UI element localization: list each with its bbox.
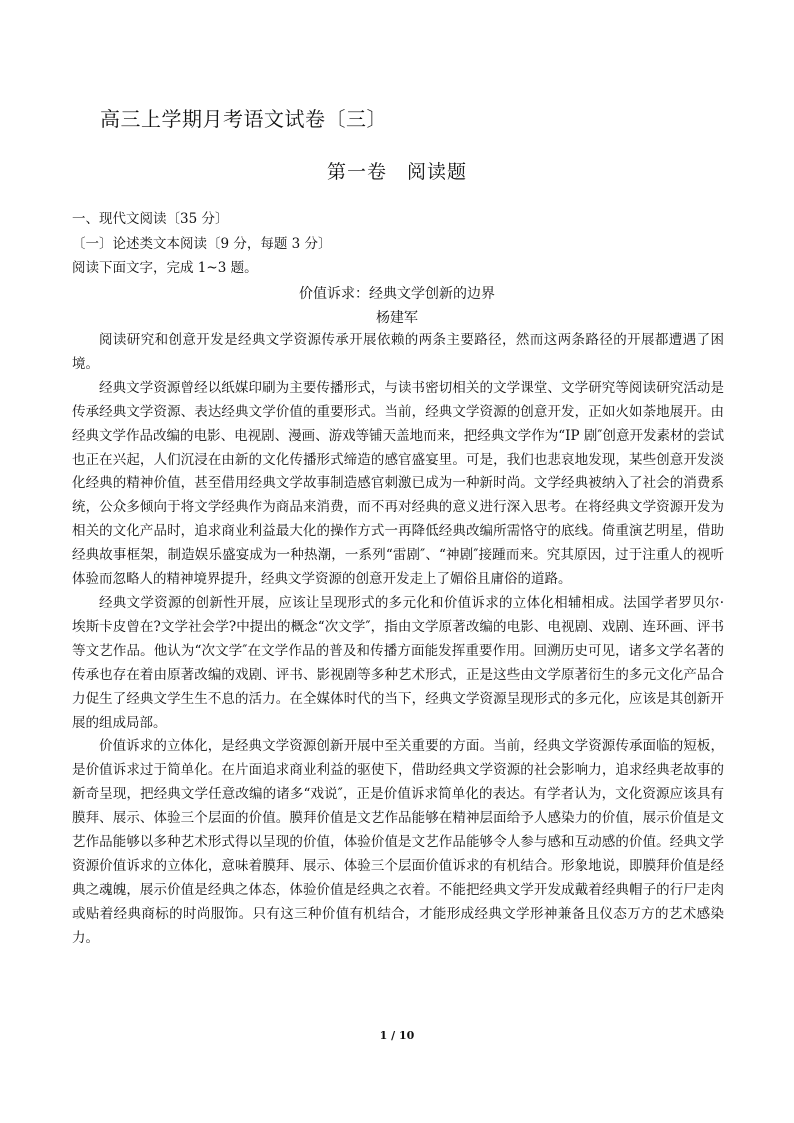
reading-instruction: 阅读下面文字，完成 1~3 题。 <box>72 260 258 276</box>
subsection-heading: 〔一〕论述类文本阅读〔9 分，每题 3 分〕 <box>72 236 332 252</box>
section-title: 第一卷 阅读题 <box>326 161 467 183</box>
article-paragraph: 价值诉求的立体化，是经典文学资源创新开展中至关重要的方面。当前，经典文学资源传承面临的短板，是价值诉求过于简单化。在片面追求商业利益的驱使下，借助经典文学资源的社会影响力，追求经典老故事的新奇呈现，把经典文学任意改编的诸多“戏说″，正是价值诉求简单化的表达。有学者认为，文化资源应该具有膜拜、展示、体验三个层面的价值。膜拜价值是文艺作品能够在精神层面给予人感染力的价值，展示价值是文艺作品能够以多种艺术形式得以呈现的价值，体验价值是文艺作品能够令人参与感和互动感的价值。经典文学资源价值诉求的立体化，意味着膜拜、展示、体验三个层面价值诉求的有机结合。形象地说，即膜拜价值是经典之魂魄，展示价值是经典之体态，体验价值是经典之衣着。不能把经典文学开发成戴着经典帽子的行尸走肉或贴着经典商标的时尚服饰。只有这三种价值有机结合，才能形成经典文学形神兼备且仪态万方的艺术感染力。 <box>72 738 724 946</box>
article-paragraph: 阅读研究和创意开发是经典文学资源传承开展依赖的两条主要路径，然而这两条路径的开展都遭遇了困境。 <box>72 332 724 372</box>
article-body <box>72 329 724 951</box>
article-paragraph: 经典文学资源曾经以纸媒印刷为主要传播形式，与读书密切相关的文学课堂、文学研究等阅读研究活动是传承经典文学资源、表达经典文学价值的重要形式。当前，经典文学资源的创意开发，正如火如荼地展开。由经典文学作品改编的电影、电视剧、漫画、游戏等铺天盖地而来，把经典文学作为“IP 剧″创意开发素材的尝试也正在兴起，人们沉浸在由新的文化传播形式缔造的感官盛宴里。可是，我们也悲哀地发现，某些创意开发淡化经典的精神价值，甚至借用经典文学故事制造感官刺激已成为一种新时尚。文学经典被纳入了社会的消费系统，公众多倾向于将文学经典作为商品来消费，而不再对经典的意义进行深入思考。在将经典文学资源开发为相关的文化产品时，追求商业利益最大化的操作方式一再降低经典改编所需恪守的底线。倚重演艺明星，借助经典故事框架，制造娱乐盛宴成为一种热潮，一系列“雷剧″、“神剧″接踵而来。究其原因，过于注重人的视听体验而忽略人的精神境界提升，经典文学资源的创意开发走上了媚俗且庸俗的道路。 <box>72 379 724 588</box>
article-title: 价值诉求：经典文学创新的边界 <box>299 286 495 302</box>
article-author: 杨建军 <box>376 310 418 326</box>
document-title: 高三上学期月考语文试卷〔三〕 <box>100 107 387 131</box>
page-number: 1 / 10 <box>379 1029 415 1042</box>
section-heading: 一、现代文阅读〔35 分〕 <box>72 211 229 227</box>
article-paragraph: 经典文学资源的创新性开展，应该让呈现形式的多元化和价值诉求的立体化相辅相成。法国学者罗贝尔·埃斯卡皮曾在?文学社会学?中提出的概念“次文学″，指由文学原著改编的电影、电视剧、戏剧、连环画、评书等文艺作品。他认为“次文学″在文学作品的普及和传播方面能发挥重要作用。回溯历史可见，诸多文学名著的传承也存在着由原著改编的戏剧、评书、影视剧等多种艺术形式，正是这些由文学原著衍生的多元文化产品合力促生了经典文学生生不息的活力。在全媒体时代的当下，经典文学资源呈现形式的多元化，应该是其创新开展的组成局部。 <box>72 594 724 731</box>
